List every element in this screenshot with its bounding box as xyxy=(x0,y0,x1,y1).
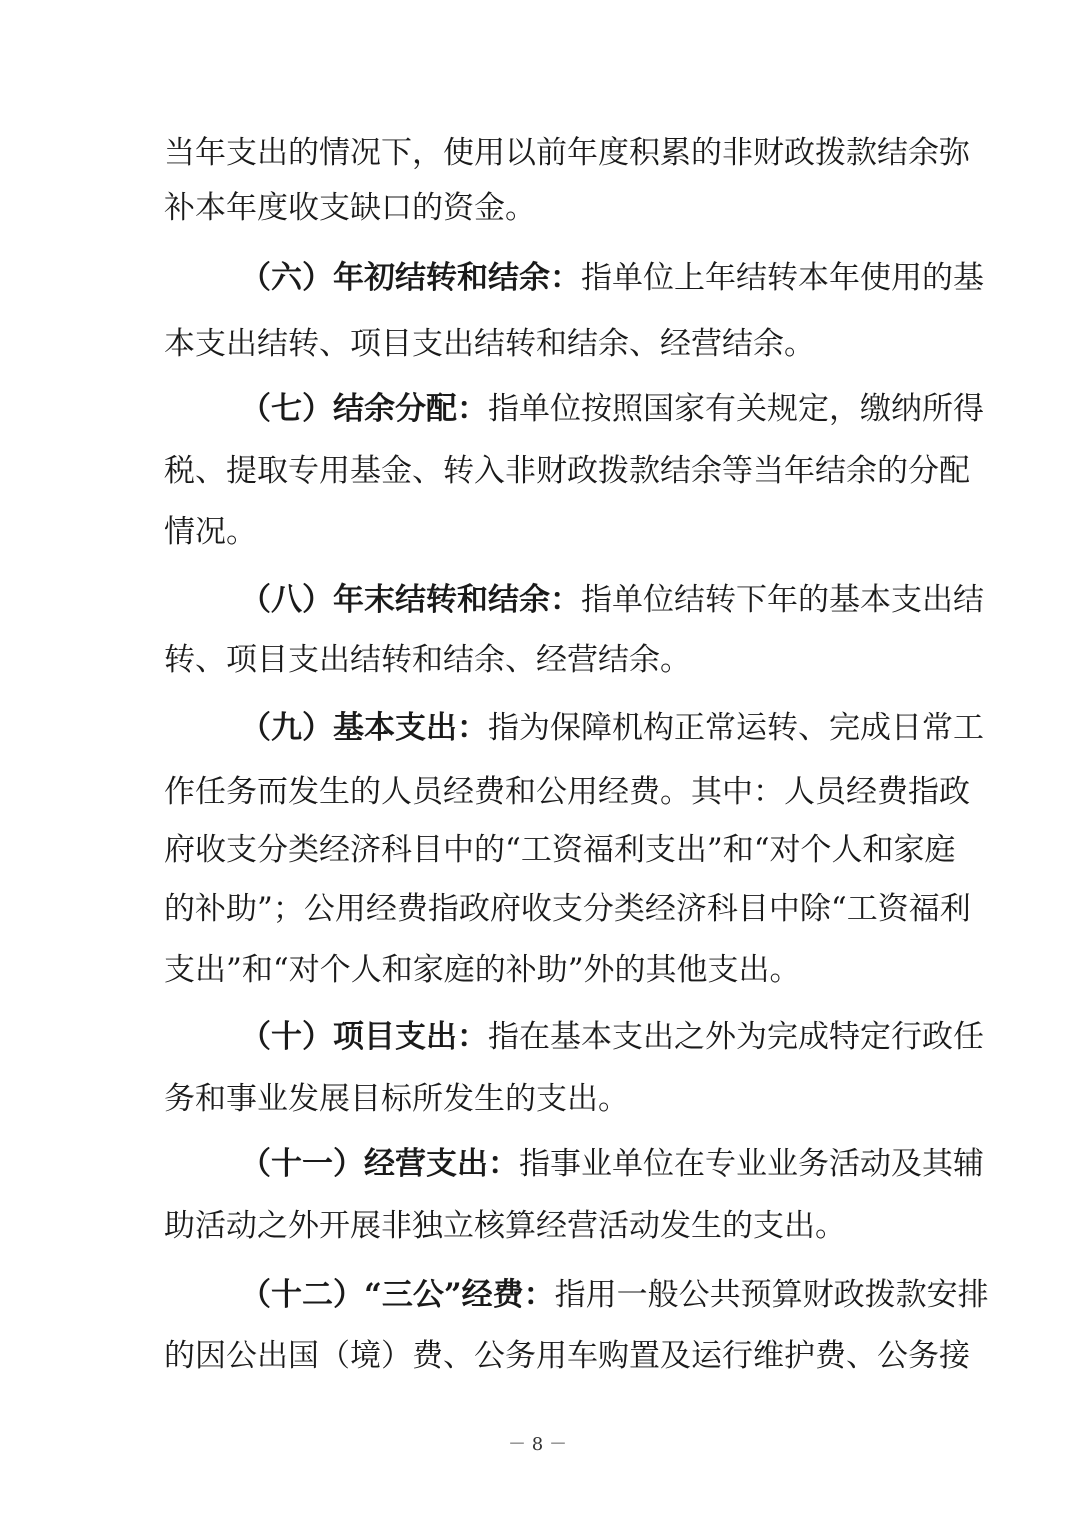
paragraph-line: （十一）经营支出：指事业单位在专业业务活动及其辅 xyxy=(240,1146,984,1182)
paragraph-line: 补本年度收支缺口的资金。 xyxy=(164,190,536,226)
paragraph-line: 作任务而发生的人员经费和公用经费。其中：人员经费指政 xyxy=(164,774,970,810)
term-heading: （十一）经营支出： xyxy=(240,1146,519,1182)
paragraph-line: （九）基本支出：指为保障机构正常运转、完成日常工 xyxy=(240,710,984,746)
term-heading: （九）基本支出： xyxy=(240,710,488,746)
page-number: － 8 － xyxy=(508,1434,567,1455)
paragraph-line: 转、项目支出结转和结余、经营结余。 xyxy=(164,642,691,678)
paragraph-line: （十）项目支出：指在基本支出之外为完成特定行政任 xyxy=(240,1019,984,1055)
paragraph-line: （七）结余分配：指单位按照国家有关规定，缴纳所得 xyxy=(240,391,984,427)
term-heading: （六）年初结转和结余： xyxy=(240,260,581,296)
term-heading: （十）项目支出： xyxy=(240,1019,488,1055)
paragraph-line: 的因公出国（境）费、公务用车购置及运行维护费、公务接 xyxy=(164,1338,970,1374)
paragraph-line: （十二）“三公”经费：指用一般公共预算财政拨款安排 xyxy=(240,1277,989,1313)
paragraph-line: （八）年末结转和结余：指单位结转下年的基本支出结 xyxy=(240,582,984,618)
paragraph-line: 府收支分类经济科目中的“工资福利支出”和“对个人和家庭 xyxy=(164,832,956,868)
paragraph-line: 税、提取专用基金、转入非财政拨款结余等当年结余的分配 xyxy=(164,453,970,489)
paragraph-line: 务和事业发展目标所发生的支出。 xyxy=(164,1081,629,1117)
paragraph-line: （六）年初结转和结余：指单位上年结转本年使用的基 xyxy=(240,260,984,296)
paragraph-line: 当年支出的情况下，使用以前年度积累的非财政拨款结余弥 xyxy=(164,135,970,171)
paragraph-line: 本支出结转、项目支出结转和结余、经营结余。 xyxy=(164,326,815,362)
term-heading: （七）结余分配： xyxy=(240,391,488,427)
paragraph-line: 的补助”；公用经费指政府收支分类经济科目中除“工资福利 xyxy=(164,891,971,927)
paragraph-line: 情况。 xyxy=(164,514,257,550)
term-heading: （十二）“三公”经费： xyxy=(240,1277,555,1313)
paragraph-line: 助活动之外开展非独立核算经营活动发生的支出。 xyxy=(164,1208,846,1244)
paragraph-line: 支出”和“对个人和家庭的补助”外的其他支出。 xyxy=(164,952,801,988)
term-heading: （八）年末结转和结余： xyxy=(240,582,581,618)
